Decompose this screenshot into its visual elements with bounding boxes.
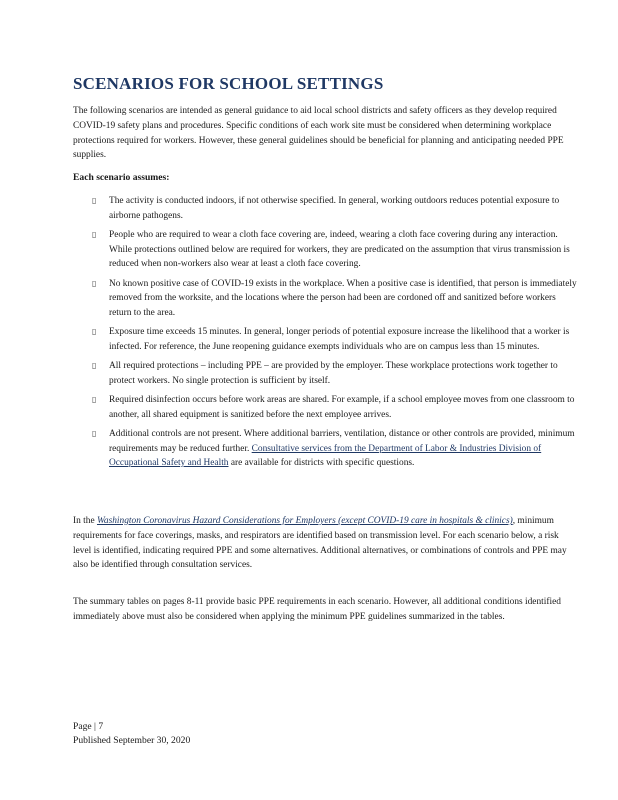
list-item [92, 359, 578, 388]
assumptions-list [92, 194, 578, 476]
list-item [92, 393, 578, 422]
square-bullet-icon: ▯ [92, 429, 97, 438]
page-number: Page | 7 [73, 721, 104, 732]
bullet-text: Exposure time exceeds 15 minutes. In general, longer periods of potential exposure increase the likelihood that a worker is infected. For reference, the June reopening guidance exempts individuals who are on campus less than 15 minutes. [109, 327, 570, 352]
published-date: Published September 30, 2020 [73, 735, 191, 746]
square-bullet-icon: ▯ [92, 327, 97, 336]
square-bullet-icon: ▯ [92, 196, 97, 205]
bullet-text: No known positive case of COVID-19 exists in the workplace. When a positive case is identified, that person is immediately removed from the worksite, and the locations where the person had been are cordoned off and sanitized before workers return to the area. [109, 278, 577, 318]
bullet-text: People who are required to wear a cloth face covering are, indeed, wearing a cloth face covering during any interaction. While protections outlined below are required for workers, they are predicated on the assumption that virus transmission is reduced when non-workers also wear at least a cloth face covering. [109, 230, 570, 269]
bullet-text-tail: are available for districts with specific questions. [228, 458, 415, 468]
hazard-considerations-paragraph [73, 514, 575, 573]
list-item [92, 427, 578, 471]
square-bullet-icon: ▯ [92, 278, 97, 288]
list-item [92, 194, 578, 223]
square-bullet-icon: ▯ [92, 395, 97, 404]
bullet-text: All required protections – including PPE – are provided by the employer. These workplace protections work together to protect workers. No single protection is sufficient by itself. [109, 361, 558, 386]
page-footer [73, 720, 190, 748]
hazard-considerations-link[interactable]: Washington Coronavirus Hazard Considerations for Employers (except COVID-19 care in hospitals & clinics) [96, 516, 513, 526]
summary-paragraph: The summary tables on pages 8-11 provide basic PPE requirements in each scenario. However, all additional conditions identified immediately above must also be considered when applying the minimum PPE guidelines summarized in the tables. [73, 597, 561, 622]
consultative-services-link[interactable]: Consultative services from the Department of Labor & Industries Division of Occupational Safety and Health [109, 443, 542, 468]
paragraph-lead: In the [73, 516, 97, 526]
bullet-text: The activity is conducted indoors, if not otherwise specified. In general, working outdoors reduces potential exposure to airborne pathogens. [109, 196, 560, 221]
page-title: SCENARIOS FOR SCHOOL SETTINGS [73, 74, 384, 93]
paragraph-body: , minimum requirements for face coverings, masks, and respirators are identified based on transmission level. For each scenario below, a risk level is identified, indicating required PPE and some alternatives. Additional alternatives, or combinations of controls and PPE may also be identified through consultation services. [73, 516, 567, 571]
list-item [92, 277, 578, 321]
assumptions-heading: Each scenario assumes: [73, 172, 170, 183]
intro-paragraph: The following scenarios are intended as general guidance to aid local school districts and safety officers as they develop required COVID-19 safety plans and procedures. Specific conditions of each work site must be considered when determining workplace protections required for workers. However, these general guidelines should be beneficial for planning and anticipating needed PPE supplies. [73, 106, 564, 161]
square-bullet-icon: ▯ [92, 361, 97, 370]
bullet-text: Required disinfection occurs before work areas are shared. For example, if a school employee moves from one classroom to another, all shared equipment is sanitized before the next employee arrives. [109, 395, 575, 420]
list-item [92, 325, 578, 354]
list-item [92, 228, 578, 272]
bullet-text: Additional controls are not present. Where additional barriers, ventilation, distance or other controls are provided, minimum requirements may be reduced further. [109, 429, 575, 454]
square-bullet-icon: ▯ [92, 230, 97, 239]
